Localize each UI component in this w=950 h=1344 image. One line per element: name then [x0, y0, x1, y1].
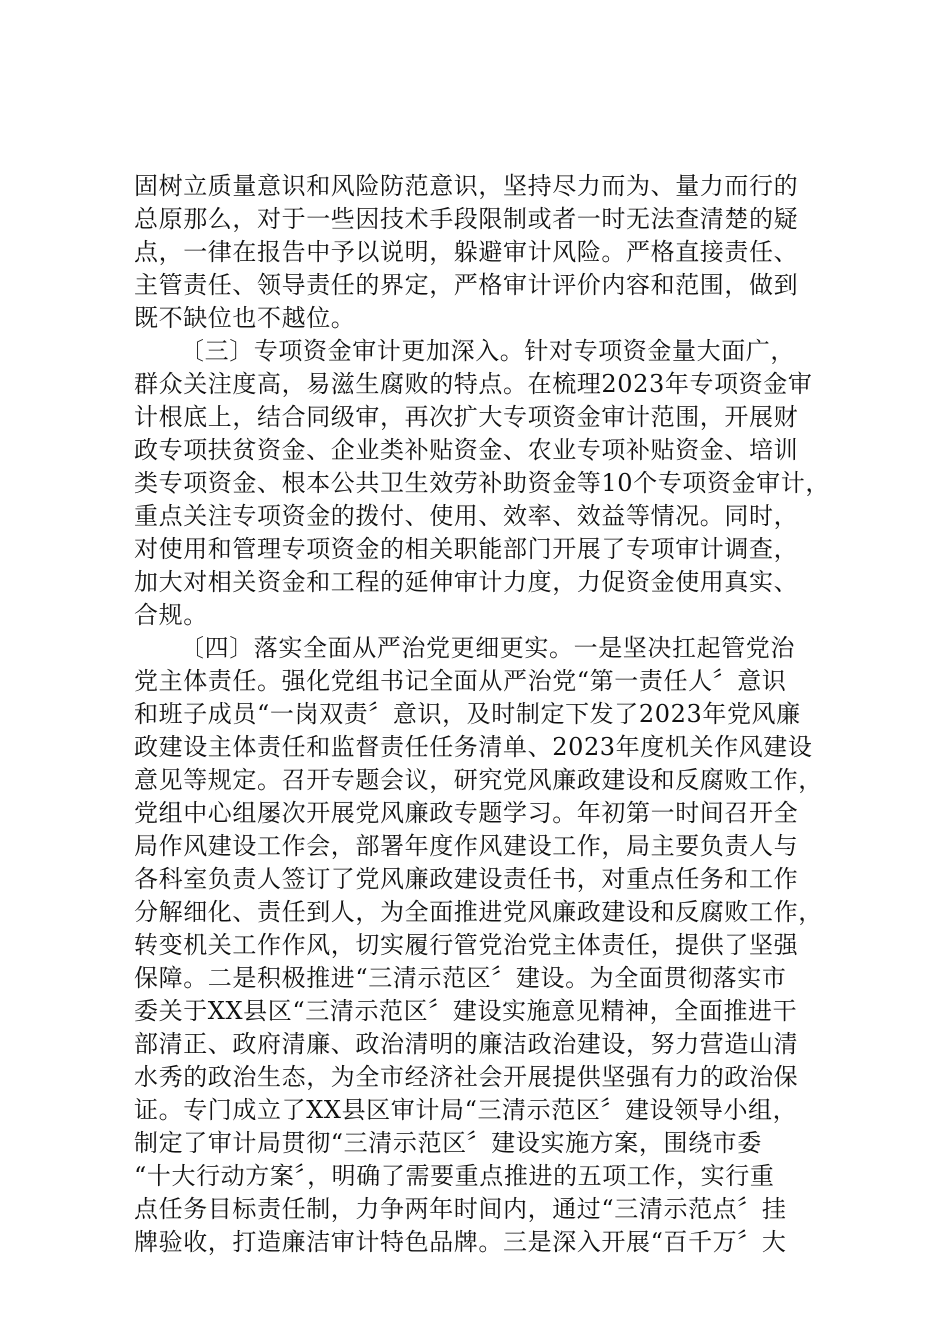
text-line: 固树立质量意识和风险防范意识，坚持尽力而为、量力而行的 — [134, 172, 799, 200]
text-line: 主管责任、领导责任的界定，严格审计评价内容和范围，做到 — [134, 271, 799, 299]
text-line: 证。专门成立了XX县区审计局“三清示范区〞建设领导小组， — [134, 1096, 798, 1124]
text-line: 局作风建设工作会，部署年度作风建设工作，局主要负责人与 — [134, 832, 799, 860]
document-body — [134, 170, 840, 1259]
text-line: 对使用和管理专项资金的相关职能部门开展了专项审计调查， — [134, 535, 799, 563]
text-line: 群众关注度高，易滋生腐败的特点。在梳理2023年专项资金审 — [134, 370, 813, 398]
text-line: 委关于XX县区“三清示范区〞建设实施意见精神，全面推进干 — [134, 997, 798, 1025]
text-line: 重点关注专项资金的拨付、使用、效率、效益等情况。同时， — [134, 502, 799, 530]
text-line: 类专项资金、根本公共卫生效劳补助资金等10个专项资金审计， — [134, 469, 830, 497]
text-line: 计根底上，结合同级审，再次扩大专项资金审计范围，开展财 — [134, 403, 799, 431]
text-line: 意见等规定。召开专题会议，研究党风廉政建设和反腐败工作， — [134, 766, 823, 794]
text-line: 和班子成员“一岗双责〞意识，及时制定下发了2023年党风廉 — [134, 700, 801, 728]
text-line: 党组中心组屡次开展党风廉政专题学习。年初第一时间召开全 — [134, 799, 799, 827]
text-line: 保障。二是积极推进“三清示范区〞建设。为全面贯彻落实市 — [134, 964, 787, 992]
text-line: 转变机关工作作风，切实履行管党治党主体责任，提供了坚强 — [134, 931, 799, 959]
text-line: 部清正、政府清廉、政治清明的廉洁政治建设，努力营造山清 — [134, 1030, 799, 1058]
text-line: 水秀的政治生态，为全市经济社会开展提供坚强有力的政治保 — [134, 1063, 799, 1091]
text-line: 各科室负责人签订了党风廉政建设责任书，对重点任务和工作 — [134, 865, 799, 893]
text-line: 制定了审计局贯彻“三清示范区〞建设实施方案，围绕市委 — [134, 1129, 762, 1157]
text-line: 合规。 — [134, 601, 208, 629]
text-line: “十大行动方案〞，明确了需要重点推进的五项工作，实行重 — [134, 1162, 775, 1190]
text-line: 既不缺位也不越位。 — [134, 304, 356, 332]
text-line: 总原那么，对于一些因技术手段限制或者一时无法查清楚的疑 — [134, 205, 799, 233]
text-line: 点任务目标责任制，力争两年时间内，通过“三清示范点〞挂 — [134, 1195, 787, 1223]
text-line: 加大对相关资金和工程的延伸审计力度，力促资金使用真实、 — [134, 568, 799, 596]
text-line: 点，一律在报告中予以说明，躲避审计风险。严格直接责任、 — [134, 238, 799, 266]
text-line: 分解细化、责任到人，为全面推进党风廉政建设和反腐败工作， — [134, 898, 823, 926]
paragraph-start-section-3: 〔三〕专项资金审计更加深入。针对专项资金量大面广， — [180, 337, 795, 365]
text-line: 政专项扶贫资金、企业类补贴资金、农业专项补贴资金、培训 — [134, 436, 799, 464]
text-line: 政建设主体责任和监督责任任务清单、2023年度机关作风建设 — [134, 733, 813, 761]
text-line: 牌验收，打造廉洁审计特色品牌。三是深入开展“百千万〞大 — [134, 1228, 787, 1256]
paragraph-start-section-4: 〔四〕落实全面从严治党更细更实。一是坚决扛起管党治 — [180, 634, 795, 662]
text-line: 党主体责任。强化党组书记全面从严治党“第一责任人〞意识 — [134, 667, 787, 695]
